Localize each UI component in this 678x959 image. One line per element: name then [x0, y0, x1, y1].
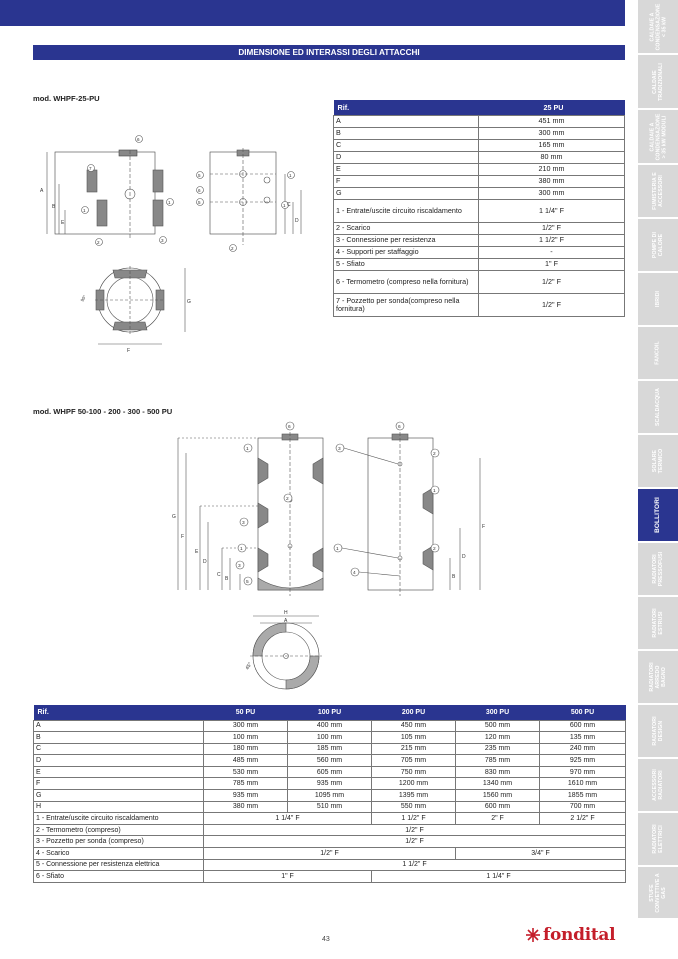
svg-text:A: A — [40, 188, 44, 194]
svg-text:3: 3 — [238, 564, 241, 569]
table-row: 5 - Sfiato 1" F — [334, 258, 625, 270]
svg-text:2: 2 — [231, 246, 234, 251]
technical-drawing-25pu — [35, 130, 305, 355]
tab-pompe-di-calore[interactable]: POMPE DI CALORE — [638, 219, 678, 273]
col-header-300pu: 300 PU — [456, 705, 540, 720]
table-row: 2 - Scarico 1/2" F — [334, 222, 625, 234]
svg-text:1: 1 — [246, 447, 249, 452]
tab-radiatori-pressofusi[interactable]: RADIATORI PRESSOFUSI — [638, 543, 678, 597]
table-row: 4 - Scarico 1/2" F 3/4" F — [34, 848, 626, 860]
svg-text:3: 3 — [338, 447, 341, 452]
svg-text:B: B — [52, 204, 56, 210]
svg-text:2: 2 — [97, 240, 100, 245]
table-row: 3 - Pozzetto per sonda (compreso) 1/2" F — [34, 836, 626, 848]
table-row: C 165 mm — [334, 139, 625, 151]
table-row: 1 - Entrate/uscite circuito riscaldamento 1 1/4" F 1 1/2" F 2" F 2 1/2" F — [34, 813, 626, 825]
svg-text:D: D — [203, 559, 207, 565]
table-row: 3 - Connessione per resistenza 1 1/2" F — [334, 234, 625, 246]
svg-text:6: 6 — [288, 425, 291, 430]
table-row: D 80 mm — [334, 151, 625, 163]
table-row: H 380 mm 510 mm 550 mm 600 mm 700 mm — [34, 801, 626, 813]
page-number: 43 — [322, 936, 330, 943]
tab-bollitori[interactable]: BOLLITORI — [638, 489, 678, 543]
spec-table-50-500pu — [33, 705, 626, 883]
flame-icon — [525, 927, 541, 943]
tab-radiatori-elettrici[interactable]: RADIATORI ELETTRICI — [638, 813, 678, 867]
col-header-ref: Rif. — [34, 705, 204, 720]
brand-name: fondital — [543, 925, 616, 945]
svg-text:6: 6 — [198, 188, 201, 193]
table-row: G 935 mm 1095 mm 1395 mm 1560 mm 1855 mm — [34, 790, 626, 802]
svg-text:E: E — [61, 220, 65, 226]
svg-text:90°: 90° — [79, 294, 88, 303]
svg-text:C: C — [287, 202, 291, 208]
table-row: 4 - Supporti per staffaggio - — [334, 246, 625, 258]
model-title-25pu: mod. WHPF-25-PU — [33, 94, 100, 103]
fondital-logo — [525, 925, 615, 945]
tab-caldaie-condensazione-large[interactable]: CALDAIE A CONDENSAZIONE > 35 kW MODULI — [638, 110, 678, 165]
tab-solare-termico[interactable]: SOLARE TERMICO — [638, 435, 678, 489]
svg-text:2: 2 — [433, 547, 436, 552]
svg-text:7: 7 — [89, 166, 92, 171]
table-row: A 451 mm — [334, 115, 625, 127]
svg-text:5: 5 — [246, 580, 249, 585]
svg-text:G: G — [172, 514, 176, 520]
tab-fancoil[interactable]: FANCOIL — [638, 327, 678, 381]
svg-text:5: 5 — [198, 200, 201, 205]
svg-text:C: C — [217, 572, 221, 578]
tab-caldaie-condensazione-small[interactable]: CALDAIE A CONDENSAZIONE < 35 kW — [638, 0, 678, 55]
table-row: G 300 mm — [334, 187, 625, 199]
svg-text:1: 1 — [240, 547, 243, 552]
svg-text:D: D — [462, 554, 466, 560]
svg-text:3: 3 — [242, 521, 245, 526]
tab-scaldacqua[interactable]: SCALDACQUA — [638, 381, 678, 435]
svg-text:4: 4 — [353, 571, 356, 576]
svg-text:F: F — [482, 524, 486, 530]
svg-text:F: F — [181, 534, 185, 540]
svg-text:1: 1 — [83, 208, 86, 213]
svg-text:H: H — [284, 610, 288, 616]
svg-text:2: 2 — [286, 497, 289, 502]
tab-stufe-convettive[interactable]: STUFE CONVETTIVE A GAS — [638, 867, 678, 920]
svg-text:B: B — [225, 576, 229, 582]
svg-text:6: 6 — [398, 425, 401, 430]
section-title: DIMENSIONE ED INTERASSI DEGLI ATTACCHI — [33, 45, 625, 60]
table-row: C 180 mm 185 mm 215 mm 235 mm 240 mm — [34, 743, 626, 755]
tab-caldaie-tradizionali[interactable]: CALDAIE TRADIZIONALI — [638, 55, 678, 110]
svg-text:3: 3 — [161, 238, 164, 243]
svg-text:F: F — [127, 348, 131, 354]
svg-text:2: 2 — [433, 452, 436, 457]
table-row: 7 - Pozzetto per sonda(compreso nella fornitura) 1/2" F — [334, 293, 625, 316]
table-row: 6 - Termometro (compreso nella fornitura) 1/2" F — [334, 270, 625, 293]
svg-text:E: E — [195, 549, 199, 555]
col-header-ref: Rif. — [334, 100, 479, 115]
svg-text:5: 5 — [198, 173, 201, 178]
tab-fumisteria[interactable]: FUMISTERIA E ACCESSORI — [638, 165, 678, 219]
col-header-500pu: 500 PU — [540, 705, 626, 720]
technical-drawing-50-500pu — [160, 418, 490, 693]
svg-text:6: 6 — [137, 137, 140, 142]
svg-text:1: 1 — [283, 203, 286, 208]
table-row: 1 - Entrate/uscite circuito riscaldamento 1 1/4" F — [334, 199, 625, 222]
table-row: F 785 mm 935 mm 1200 mm 1340 mm 1610 mm — [34, 778, 626, 790]
col-header-50pu: 50 PU — [204, 705, 288, 720]
tab-radiatori-design[interactable]: RADIATORI DESIGN — [638, 705, 678, 759]
category-sidebar — [638, 0, 678, 920]
tab-ibridi[interactable]: IBRIDI — [638, 273, 678, 327]
svg-text:1: 1 — [336, 547, 339, 552]
table-row: 6 - Sfiato 1" F 1 1/4" F — [34, 871, 626, 883]
svg-text:1: 1 — [289, 173, 292, 178]
table-row: 2 - Termometro (compreso) 1/2" F — [34, 824, 626, 836]
table-row: F 380 mm — [334, 175, 625, 187]
tab-radiatori-estrusi[interactable]: RADIATORI ESTRUSI — [638, 597, 678, 651]
model-title-50-500pu: mod. WHPF 50-100 - 200 - 300 - 500 PU — [33, 407, 173, 416]
table-row: B 100 mm 100 mm 105 mm 120 mm 135 mm — [34, 732, 626, 744]
svg-text:1: 1 — [168, 200, 171, 205]
table-row: 5 - Connessione per resistenza elettrica 1 1/2" F — [34, 859, 626, 871]
header-band — [0, 0, 625, 26]
svg-text:45°: 45° — [244, 661, 254, 671]
svg-text:A: A — [284, 618, 288, 624]
table-row: E 210 mm — [334, 163, 625, 175]
svg-text:G: G — [187, 299, 191, 305]
tab-accessori-radiatori[interactable]: ACCESSORI RADIATORI — [638, 759, 678, 813]
svg-text:1: 1 — [433, 489, 436, 494]
spec-table-25pu — [333, 100, 625, 317]
table-row: B 300 mm — [334, 127, 625, 139]
table-row: E 530 mm 605 mm 750 mm 830 mm 970 mm — [34, 766, 626, 778]
col-header-100pu: 100 PU — [288, 705, 372, 720]
svg-text:B: B — [452, 574, 456, 580]
col-header-25pu: 25 PU — [479, 100, 625, 115]
table-row: D 485 mm 560 mm 705 mm 785 mm 925 mm — [34, 755, 626, 767]
table-row: A 300 mm 400 mm 450 mm 500 mm 600 mm — [34, 720, 626, 732]
col-header-200pu: 200 PU — [372, 705, 456, 720]
svg-text:D: D — [295, 218, 299, 224]
tab-radiatori-arredo-bagno[interactable]: RADIATORI ARREDO BAGNO — [638, 651, 678, 705]
